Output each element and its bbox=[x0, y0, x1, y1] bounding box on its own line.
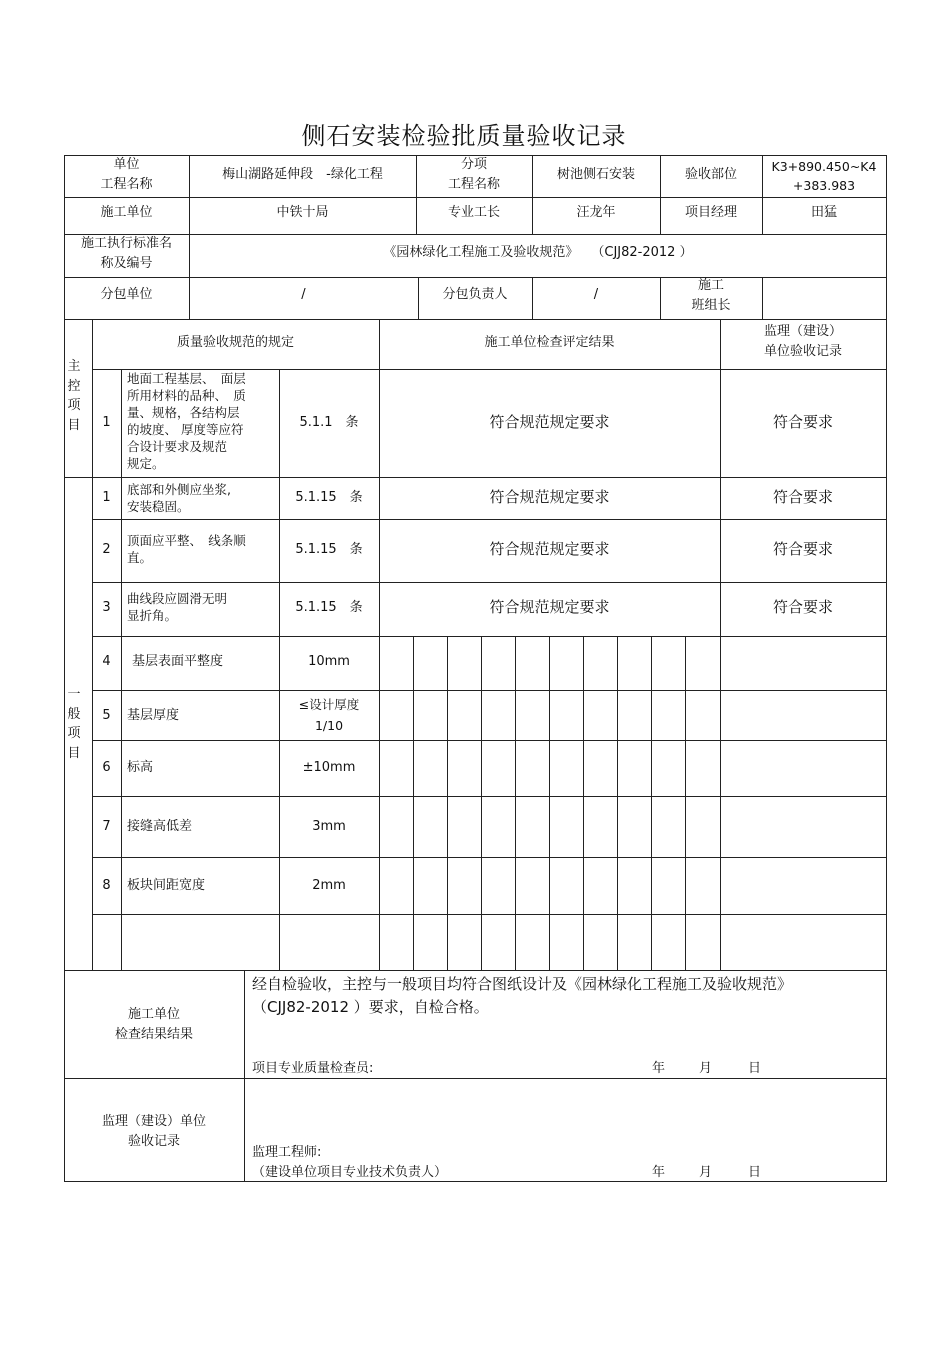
self-check-result-label-line1: 施工单位 bbox=[127, 1007, 180, 1022]
main-control-label-char: 主 bbox=[67, 359, 81, 374]
supervision-column-header-line2: 单位验收记录 bbox=[763, 344, 842, 359]
constructor-value: 中铁十局 bbox=[276, 205, 329, 220]
conclusion-month: 月 bbox=[699, 1061, 713, 1076]
general-item-description bbox=[127, 532, 279, 566]
main-control-label-char: 控 bbox=[67, 378, 81, 394]
general-item-supervision-result: 符合要求 bbox=[772, 488, 833, 506]
measured-item-number: 4 bbox=[102, 654, 111, 669]
inspection-part-label: 验收部位 bbox=[684, 167, 737, 182]
general-item-description bbox=[127, 481, 279, 515]
sub-project-label-line2: 工程名称 bbox=[447, 177, 500, 192]
measured-item-tolerance bbox=[279, 694, 379, 736]
subcontract-lead-value: / bbox=[593, 287, 599, 302]
general-item-number: 2 bbox=[102, 542, 111, 557]
main-item-self-result: 符合规范规定要求 bbox=[489, 413, 610, 431]
general-item-number: 3 bbox=[102, 600, 111, 615]
measured-item-tolerance-line: 1/10 bbox=[314, 718, 344, 733]
sub-project-label bbox=[416, 155, 532, 195]
supervision-record-label-line2: 验收记录 bbox=[127, 1134, 180, 1149]
measured-item-number: 7 bbox=[102, 819, 111, 834]
general-item-desc-line: 曲线段应圆滑无明 bbox=[127, 591, 228, 606]
main-item-description bbox=[127, 370, 279, 472]
general-item-desc-line: 底部和外侧应坐浆, bbox=[127, 482, 231, 497]
project-manager-label: 项目经理 bbox=[684, 205, 737, 220]
self-check-conclusion-line1: 经自检验收，主控与一般项目均符合图纸设计及《园林绿化工程施工及验收规范》 bbox=[252, 975, 793, 993]
unit-name-label bbox=[64, 155, 189, 195]
quality-inspector-signature: 项目专业质量检查员: bbox=[252, 1061, 374, 1076]
main-item-supervision-result: 符合要求 bbox=[772, 413, 833, 431]
general-item-desc-line: 直。 bbox=[127, 550, 153, 565]
measured-item-tolerance: ±10mm bbox=[302, 760, 356, 775]
unit-name-label-line1: 单位 bbox=[113, 157, 140, 172]
supervision-column-header-line1: 监理（建设） bbox=[763, 324, 842, 339]
document-title: 侧石安装检验批质量验收记录 bbox=[301, 122, 627, 150]
subcontract-lead-label: 分包负责人 bbox=[442, 287, 508, 302]
measured-item-number: 5 bbox=[102, 708, 111, 723]
measured-item-tolerance: 2mm bbox=[312, 878, 346, 893]
main-item-desc-line: 的坡度、 厚度等应符 bbox=[127, 422, 244, 437]
project-manager-value: 田猛 bbox=[810, 205, 837, 220]
main-item-desc-line: 所用材料的品种、 质 bbox=[127, 388, 246, 403]
main-item-desc-line: 合设计要求及规范 bbox=[127, 439, 228, 454]
measured-item-description: 板块间距宽度 bbox=[127, 878, 206, 893]
supervising-engineer-signature: 监理工程师: bbox=[252, 1145, 322, 1160]
main-item-number: 1 bbox=[102, 415, 111, 430]
measured-item-description: 接缝高低差 bbox=[127, 819, 193, 834]
general-item-self-result: 符合规范规定要求 bbox=[489, 488, 610, 506]
measured-item-description: 基层表面平整度 bbox=[132, 654, 224, 669]
general-items-label bbox=[65, 685, 83, 763]
measured-item-tolerance-line: ≤设计厚度 bbox=[298, 697, 360, 712]
foreman-value: 汪龙年 bbox=[576, 205, 616, 220]
foreman-label: 专业工长 bbox=[447, 205, 500, 220]
general-item-clause: 5.1.15 条 bbox=[295, 542, 363, 557]
general-item-desc-line: 显折角。 bbox=[127, 608, 178, 623]
inspection-part-value-line2: +383.983 bbox=[792, 178, 856, 193]
general-items-label-char: 项 bbox=[67, 726, 81, 741]
main-control-label bbox=[65, 357, 83, 435]
supervision-month: 月 bbox=[699, 1165, 713, 1180]
supervision-year: 年 bbox=[652, 1165, 666, 1180]
general-item-desc-line: 安装稳固。 bbox=[127, 499, 190, 514]
team-leader-label-line1: 施工 bbox=[697, 278, 724, 293]
general-item-supervision-result: 符合要求 bbox=[772, 540, 833, 558]
main-item-desc-line: 量、规格，各结构层 bbox=[127, 405, 240, 420]
self-check-conclusion-line2: （CJJ82-2012 ）要求，自检合格。 bbox=[252, 998, 489, 1016]
standard-label-line1: 施工执行标准名 bbox=[80, 236, 172, 251]
conclusion-year: 年 bbox=[652, 1061, 666, 1076]
team-leader-label-line2: 班组长 bbox=[691, 298, 731, 313]
main-control-label-char: 目 bbox=[67, 417, 81, 433]
general-item-desc-line: 顶面应平整、 线条顺 bbox=[127, 533, 246, 548]
measured-item-number: 6 bbox=[102, 760, 111, 775]
self-check-conclusion bbox=[252, 973, 882, 1019]
measured-item-tolerance: 3mm bbox=[312, 819, 346, 834]
general-item-self-result: 符合规范规定要求 bbox=[489, 598, 610, 616]
standard-label bbox=[64, 234, 189, 274]
general-item-number: 1 bbox=[102, 490, 111, 505]
self-check-result-label bbox=[64, 1005, 244, 1045]
general-item-clause: 5.1.15 条 bbox=[295, 490, 363, 505]
measured-item-tolerance: 10mm bbox=[308, 654, 350, 669]
measured-item-description: 基层厚度 bbox=[127, 708, 180, 723]
unit-name-label-line2: 工程名称 bbox=[100, 177, 153, 192]
subcontractor-label: 分包单位 bbox=[100, 287, 153, 302]
supervision-column-header bbox=[720, 322, 886, 362]
main-control-label-char: 项 bbox=[67, 398, 81, 413]
main-item-desc-line: 规定。 bbox=[127, 456, 165, 471]
sub-project-value: 树池侧石安装 bbox=[556, 167, 635, 182]
general-item-supervision-result: 符合要求 bbox=[772, 598, 833, 616]
conclusion-day: 日 bbox=[748, 1061, 762, 1076]
spec-column-header: 质量验收规范的规定 bbox=[176, 335, 294, 350]
general-item-self-result: 符合规范规定要求 bbox=[489, 540, 610, 558]
general-items-label-char: 目 bbox=[67, 745, 81, 761]
unit-name-value: 梅山湖路延伸段 -绿化工程 bbox=[222, 167, 383, 182]
self-check-column-header: 施工单位检查评定结果 bbox=[484, 335, 615, 350]
inspection-part-value bbox=[762, 157, 886, 195]
general-items-label-char: 一 bbox=[67, 687, 81, 702]
general-item-clause: 5.1.15 条 bbox=[295, 600, 363, 615]
subcontractor-value: / bbox=[301, 287, 306, 302]
general-items-label-char: 般 bbox=[67, 706, 81, 722]
measured-item-description: 标高 bbox=[127, 760, 154, 775]
sub-project-label-line1: 分项 bbox=[460, 157, 487, 172]
team-leader-label bbox=[660, 276, 762, 316]
main-item-clause: 5.1.1 条 bbox=[299, 415, 359, 430]
supervision-record-label-line1: 监理（建设）单位 bbox=[101, 1114, 206, 1129]
supervision-signature-block bbox=[252, 1143, 552, 1183]
supervision-record-label bbox=[64, 1112, 244, 1152]
owner-technical-lead-signature: （建设单位项目专业技术负责人） bbox=[252, 1165, 448, 1180]
self-check-result-label-line2: 检查结果结果 bbox=[114, 1027, 193, 1042]
general-item-description bbox=[127, 590, 279, 624]
measured-item-number: 8 bbox=[102, 878, 111, 893]
standard-label-line2: 称及编号 bbox=[100, 256, 153, 271]
inspection-part-value-line1: K3+890.450~K4 bbox=[771, 159, 877, 174]
main-item-desc-line: 地面工程基层、 面层 bbox=[127, 371, 246, 386]
constructor-label: 施工单位 bbox=[100, 205, 153, 220]
supervision-day: 日 bbox=[748, 1165, 762, 1180]
standard-value: 《园林绿化工程施工及验收规范》 （CJJ82-2012 ） bbox=[383, 245, 693, 260]
